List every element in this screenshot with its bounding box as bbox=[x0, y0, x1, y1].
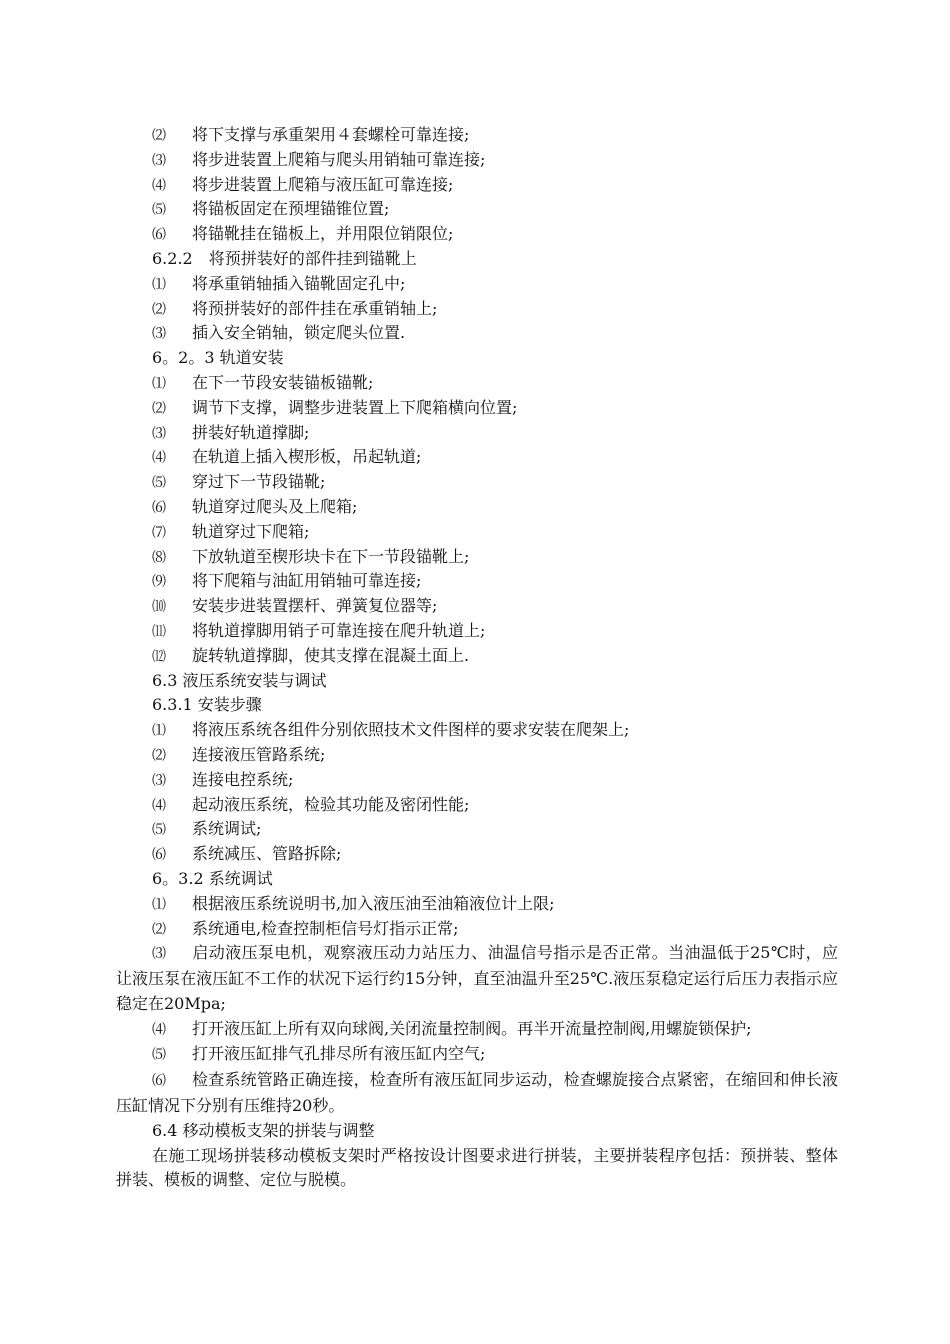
step-item bbox=[116, 421, 838, 446]
section-heading: 6.3 液压系统安装与调试 bbox=[152, 670, 327, 690]
step-number: ⑹ bbox=[152, 847, 166, 864]
step-text: 启动液压泵电机，观察液压动力站压力、油温信号指示是否正常。当油温低于25℃时，应让液压泵在液压缸不工作的状况下运行约15分钟，直至油温升至25℃.液压泵稳定运行后压力表指示应稳定在20Mpa; bbox=[116, 943, 838, 1013]
step-text: 将下支撑与承重架用４套螺栓可靠连接; bbox=[192, 125, 470, 144]
step-text: 起动液压系统，检验其功能及密闭性能; bbox=[192, 794, 470, 814]
step-text: 将步进装置上爬箱与液压缸可靠连接; bbox=[192, 174, 454, 194]
step-number: ⑷ bbox=[152, 450, 166, 467]
step-text: 在下一节段安装锚板锚靴; bbox=[192, 372, 374, 392]
step-paragraph bbox=[116, 1068, 838, 1119]
step-text: 拼装好轨道撑脚; bbox=[192, 422, 310, 442]
step-number: ⑴ bbox=[152, 375, 166, 392]
step-text: 安装步进装置摆杆、弹簧复位器等; bbox=[192, 596, 438, 616]
step-number: ⑼ bbox=[152, 574, 166, 591]
section-heading: 6。2。3 轨道安装 bbox=[152, 348, 284, 368]
step-text: 连接液压管路系统; bbox=[192, 744, 326, 764]
step-paragraph bbox=[116, 941, 838, 1016]
step-text: 穿过下一节段锚靴; bbox=[192, 472, 326, 492]
step-text: 打开液压缸排气孔排尽所有液压缸内空气; bbox=[192, 1044, 486, 1064]
step-number: ⑷ bbox=[152, 177, 166, 194]
step-number: ⑽ bbox=[152, 599, 166, 616]
step-text: 将承重销轴插入锚靴固定孔中; bbox=[192, 273, 406, 293]
step-item bbox=[116, 644, 838, 669]
step-number: ⑹ bbox=[152, 1073, 166, 1090]
step-text: 将锚板固定在预埋锚锥位置; bbox=[192, 199, 390, 219]
step-text: 检查系统管路正确连接，检查所有液压缸同步运动，检查螺旋接合点紧密，在缩回和伸长液压缸情况下分别有压维持20秒。 bbox=[116, 1070, 838, 1116]
step-lines bbox=[116, 123, 838, 941]
step-item bbox=[116, 520, 838, 545]
step-item bbox=[116, 272, 838, 297]
step-paragraph bbox=[116, 1042, 838, 1068]
step-item bbox=[116, 569, 838, 594]
step-text: 调节下支撑，调整步进装置上下爬箱横向位置; bbox=[192, 397, 518, 417]
step-number: ⑿ bbox=[152, 648, 166, 665]
step-text: 系统调试; bbox=[192, 819, 262, 839]
step-item bbox=[116, 371, 838, 396]
step-item bbox=[116, 768, 838, 793]
step-item bbox=[116, 445, 838, 470]
step-text: 在轨道上插入楔形板，吊起轨道; bbox=[192, 447, 422, 467]
step-item bbox=[116, 743, 838, 768]
step-text: 将预拼装好的部件挂在承重销轴上; bbox=[192, 298, 438, 318]
step-number: ⑻ bbox=[152, 549, 166, 566]
step-number: ⑴ bbox=[152, 896, 166, 913]
step-text: 插入安全销轴，锁定爬头位置. bbox=[192, 323, 406, 343]
step-text: 根据液压系统说明书,加入液压油至油箱液位计上限; bbox=[192, 893, 555, 913]
step-number: ⑴ bbox=[152, 723, 166, 740]
step-text: 系统减压、管路拆除; bbox=[192, 844, 342, 864]
step-item bbox=[116, 321, 838, 346]
section-heading-6-4: 6.4 移动模板支架的拼装与调整 bbox=[152, 1120, 375, 1140]
step-text: 打开液压缸上所有双向球阀,关闭流量控制阀。再半开流量控制阀,用螺旋锁保护; bbox=[192, 1018, 752, 1038]
step-item bbox=[116, 123, 838, 148]
step-number: ⑶ bbox=[152, 425, 166, 442]
step-number: ⑵ bbox=[152, 301, 166, 318]
step-text: 将步进装置上爬箱与爬头用销轴可靠连接; bbox=[192, 149, 486, 169]
section-heading: 6。3.2 系统调试 bbox=[152, 868, 273, 888]
step-number: ⑴ bbox=[152, 276, 166, 293]
step-item bbox=[116, 718, 838, 743]
step-item bbox=[116, 222, 838, 247]
step-number: ⑵ bbox=[152, 921, 166, 938]
step-number: ⑶ bbox=[152, 326, 166, 343]
step-item bbox=[116, 545, 838, 570]
step-text: 将锚靴挂在锚板上，并用限位销限位; bbox=[192, 224, 454, 244]
step-number: ⑸ bbox=[152, 475, 166, 492]
step-number: ⑸ bbox=[152, 202, 166, 219]
document-body bbox=[116, 123, 838, 1193]
step-item bbox=[116, 817, 838, 842]
step-paragraph bbox=[116, 1017, 838, 1043]
step-text: 将下爬箱与油缸用销轴可靠连接; bbox=[192, 571, 422, 591]
step-number: ⑶ bbox=[152, 946, 166, 963]
step-item bbox=[116, 396, 838, 421]
step-item bbox=[116, 594, 838, 619]
step-text: 下放轨道至楔形块卡在下一节段锚靴上; bbox=[192, 546, 470, 566]
step-number: ⑷ bbox=[152, 797, 166, 814]
step-item bbox=[116, 842, 838, 867]
step-number: ⑵ bbox=[152, 747, 166, 764]
step-item bbox=[116, 495, 838, 520]
step-text: 轨道穿过下爬箱; bbox=[192, 521, 310, 541]
step-number: ⑹ bbox=[152, 227, 166, 244]
step-number: ⑸ bbox=[152, 822, 166, 839]
step-text: 轨道穿过爬头及上爬箱; bbox=[192, 496, 358, 516]
step-item bbox=[116, 793, 838, 818]
step-number: ⑾ bbox=[152, 623, 166, 640]
step-item bbox=[116, 470, 838, 495]
step-text: 将轨道撑脚用销子可靠连接在爬升轨道上; bbox=[192, 620, 486, 640]
step-item bbox=[116, 173, 838, 198]
step-number: ⑶ bbox=[152, 772, 166, 789]
section-heading: 6.3.1 安装步骤 bbox=[152, 695, 262, 715]
step-text: 系统通电,检查控制柜信号灯指示正常; bbox=[192, 918, 459, 938]
step-item bbox=[116, 917, 838, 942]
step-item bbox=[116, 892, 838, 917]
step-item bbox=[116, 619, 838, 644]
step-number: ⑵ bbox=[152, 400, 166, 417]
closing-paragraph: 在施工现场拼装移动模板支架时严格按设计图要求进行拼装，主要拼装程序包括：预拼装、整体拼装、模板的调整、定位与脱模。 bbox=[116, 1145, 838, 1190]
step-number: ⑷ bbox=[152, 1021, 166, 1038]
step-number: ⑶ bbox=[152, 152, 166, 169]
step-number: ⑵ bbox=[152, 128, 166, 144]
step-text: 连接电控系统; bbox=[192, 769, 294, 789]
step-item bbox=[116, 197, 838, 222]
debug-paragraphs bbox=[116, 941, 838, 1119]
step-item bbox=[116, 297, 838, 322]
step-number: ⑹ bbox=[152, 499, 166, 516]
step-number: ⑸ bbox=[152, 1047, 166, 1064]
step-item bbox=[116, 148, 838, 173]
step-number: ⑺ bbox=[152, 524, 166, 541]
step-text: 将液压系统各组件分别依照技术文件图样的要求安装在爬架上; bbox=[192, 720, 630, 740]
step-text: 旋转轨道撑脚，使其支撑在混凝土面上. bbox=[192, 645, 470, 665]
section-heading: 6.2.2 将预拼装好的部件挂到锚靴上 bbox=[152, 248, 417, 268]
